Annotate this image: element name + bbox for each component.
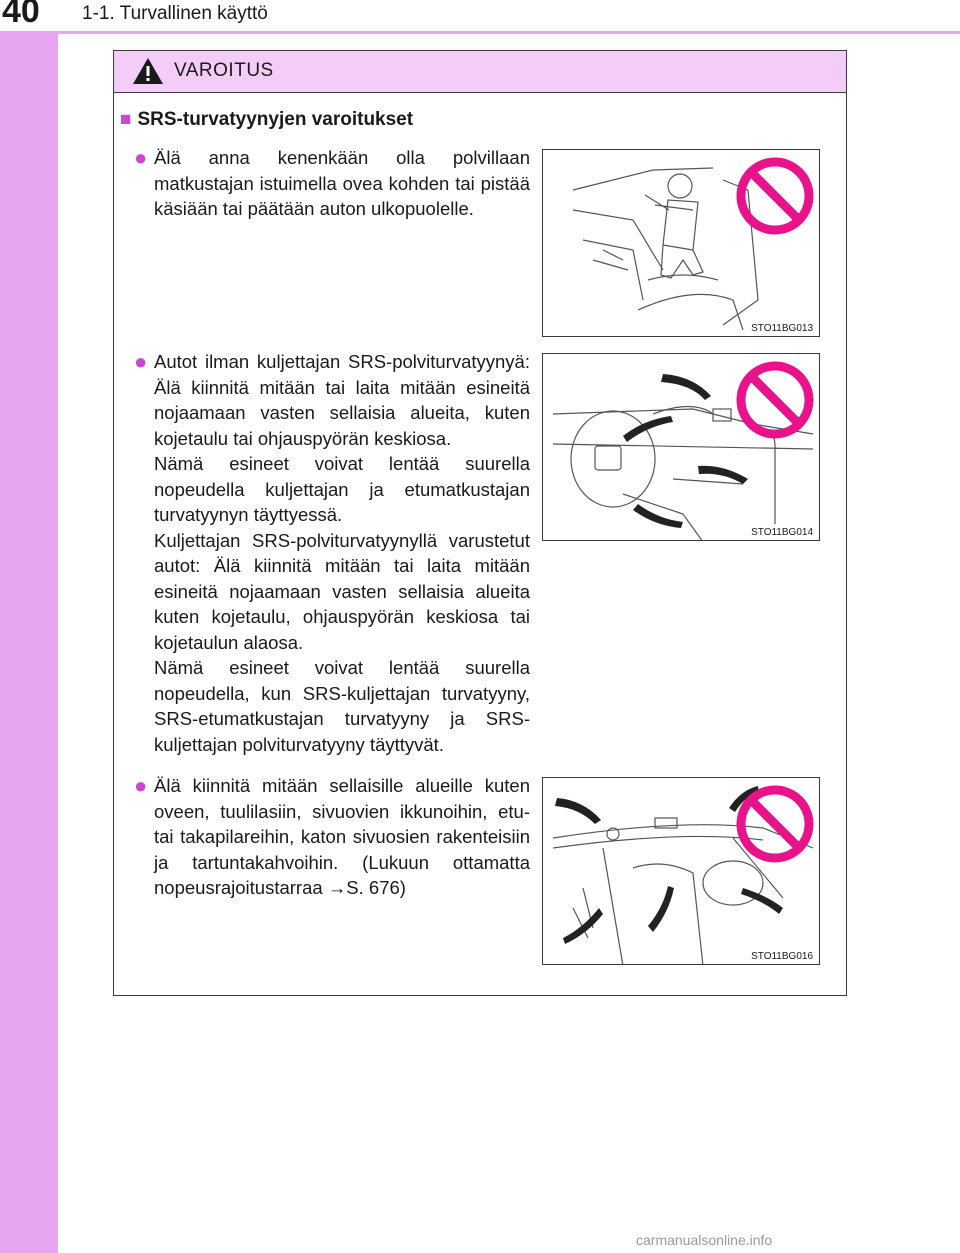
bullet-icon: ● — [134, 145, 148, 170]
prohibition-icon — [735, 360, 815, 440]
item-2-text-3: Kuljettajan SRS-polviturvatyynyllä varustetut autot: Älä kiinnitä mitään tai laita mitään esineitä nojaamaan vasten sellaisia alueita kuten kojetaulu, ohjauspyörän keskiosa tai kojetaulun alaosa. — [154, 529, 530, 653]
warning-item-1 — [134, 145, 530, 222]
warning-label: VAROITUS — [174, 60, 274, 81]
warning-subheading: ■ SRS-turvatyynyjen varoitukset — [120, 109, 414, 130]
warning-item-3 — [134, 773, 530, 901]
warning-header — [114, 51, 846, 93]
item-1-text: Älä anna kenenkään olla polvillaan matkustajan istuimella ovea kohden tai pistää käsiään tai päätään auton ulkopuolelle. — [154, 147, 530, 219]
side-accent-band — [0, 0, 58, 1253]
page-number: 40 — [2, 0, 40, 30]
figure-code: STO11BG014 — [751, 527, 813, 538]
item-2-text-2: Nämä esineet voivat lentää suurella nopeudella kuljettajan ja etumatkustajan turvatyynyn täyttyessä. — [154, 453, 530, 525]
bullet-icon: ● — [134, 349, 148, 374]
figure-cabin-pillars — [542, 777, 820, 965]
warning-box — [113, 50, 847, 996]
section-title: 1-1. Turvallinen käyttö — [82, 3, 268, 24]
footer-watermark[interactable]: carmanualsonline.info — [636, 1232, 773, 1248]
warning-triangle-icon — [132, 57, 164, 85]
figure-kneeling-passenger — [542, 149, 820, 337]
figure-code: STO11BG013 — [751, 323, 813, 334]
item-2-text-4: Nämä esineet voivat lentää suurella nopeudella, kun SRS-kuljettajan turvatyyny, SRS-etumatkustajan turvatyyny ja SRS-kuljettajan polviturvatyyny täyttyvät. — [154, 657, 530, 755]
prohibition-icon — [735, 784, 815, 864]
prohibition-icon — [735, 156, 815, 236]
item-2-text-1: Autot ilman kuljettajan SRS-polviturvatyynyä: Älä kiinnitä mitään tai laita mitään esineitä nojaamaan vasten sellaisia alueita, kuten kojetaulu tai ohjauspyörän keskiosa. — [154, 351, 530, 449]
bullet-icon: ● — [134, 773, 148, 798]
figure-code: STO11BG016 — [751, 951, 813, 962]
warning-item-2 — [134, 349, 530, 757]
top-rule — [0, 31, 960, 34]
item-3-text: Älä kiinnitä mitään sellaisille alueille kuten oveen, tuulilasiin, sivuovien ikkunoihin, etu- tai takapilareihin, katon sivuosien rakenteisiin ja tartuntakahvoihin. (Lukuun ottamatta nopeusrajoitustarraa →S. 676) — [154, 775, 530, 898]
figure-dashboard — [542, 353, 820, 541]
